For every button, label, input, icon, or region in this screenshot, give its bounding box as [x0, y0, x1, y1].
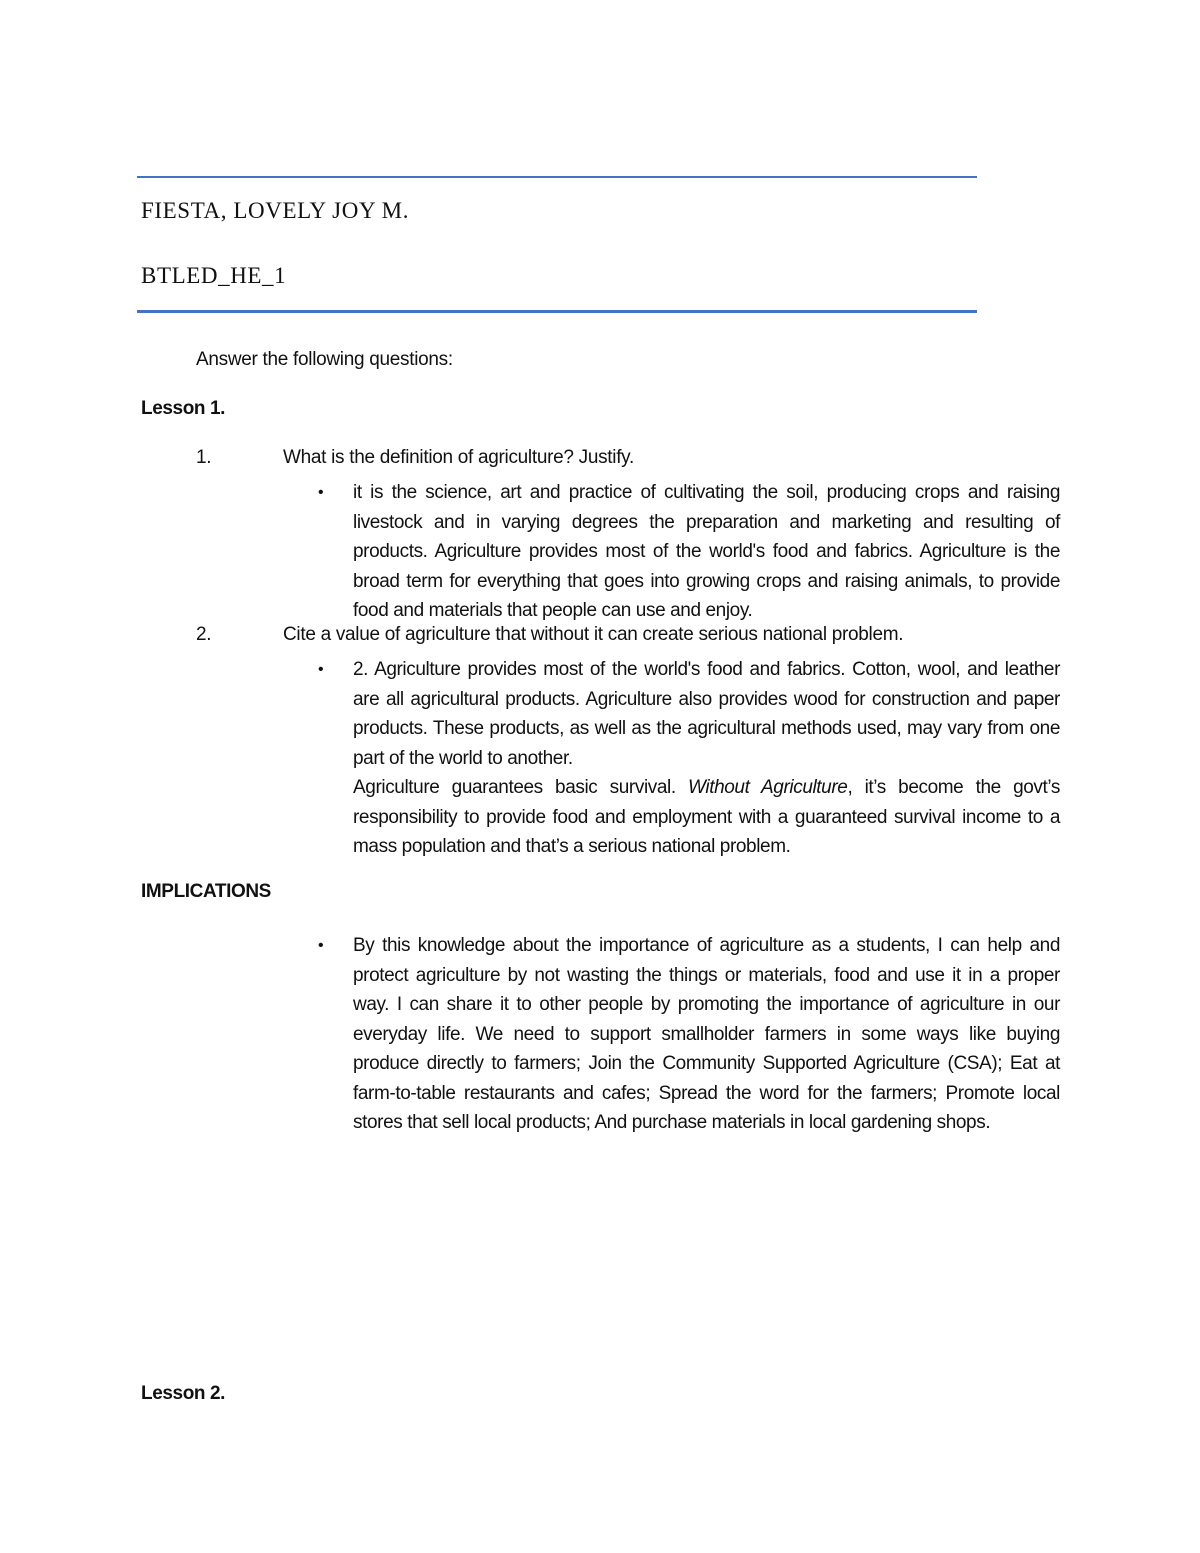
answer-2-bullet-icon: •: [318, 661, 324, 678]
header-bottom-rule: [137, 310, 977, 313]
answer-2-paragraph-2-italic: Without Agriculture: [688, 777, 848, 798]
question-1-number: 1.: [196, 447, 212, 468]
answer-2-paragraph-2-start: Agriculture guarantees basic survival.: [353, 777, 689, 798]
student-name: FIESTA, LOVELY JOY M.: [141, 198, 410, 223]
instructions: Answer the following questions:: [196, 349, 453, 370]
lesson-2-heading: Lesson 2.: [141, 1383, 226, 1404]
implications-heading: IMPLICATIONS: [141, 881, 271, 902]
question-2-number: 2.: [196, 624, 212, 645]
implications-text: By this knowledge about the importance of agriculture as a students, I can help and protect agriculture by not wasting the things or materials, food and use it in a proper way. I can share it to other people by promoting the importance of agriculture in our everyday life. We need to support smallholder farmers in some ways like buying produce directly to farmers; Join the Community Supported Agriculture (CSA); Eat at farm-to-table restaurants and cafes; Spread the word for the farmers; Promote local stores that sell local products; And purchase materials in local gardening shops.: [353, 935, 1060, 1133]
student-course: BTLED_HE_1: [141, 263, 287, 288]
answer-2-paragraph-2-end: , it’s become the govt’s responsibility to provide food and employment with a guaranteed survival income to a mass population and that’s a serious national problem.: [353, 777, 1060, 857]
answer-1-text: it is the science, art and practice of cultivating the soil, producing crops and raising livestock and in varying degrees the preparation and marketing and resulting of products. Agriculture provides most of the world's food and fabrics. Agriculture is the broad term for everything that goes into growing crops and raising animals, to provide food and materials that people can use and enjoy.: [353, 482, 1060, 621]
answer-2-paragraph-2: [353, 773, 1060, 862]
header-top-rule: [137, 176, 977, 178]
answer-2-block: [353, 655, 1060, 862]
lesson-1-heading: Lesson 1.: [141, 398, 226, 419]
implications-bullet-icon: •: [318, 937, 324, 954]
question-2-text: Cite a value of agriculture that without it can create serious national problem.: [283, 624, 904, 645]
question-1-text: What is the definition of agriculture? Justify.: [283, 447, 634, 468]
answer-2-paragraph-1: 2. Agriculture provides most of the world's food and fabrics. Cotton, wool, and leather are all agricultural products. Agriculture also provides wood for construction and paper products. These products, as well as the agricultural methods used, may vary from one part of the world to another.: [353, 659, 1060, 769]
answer-1-bullet-icon: •: [318, 484, 324, 501]
